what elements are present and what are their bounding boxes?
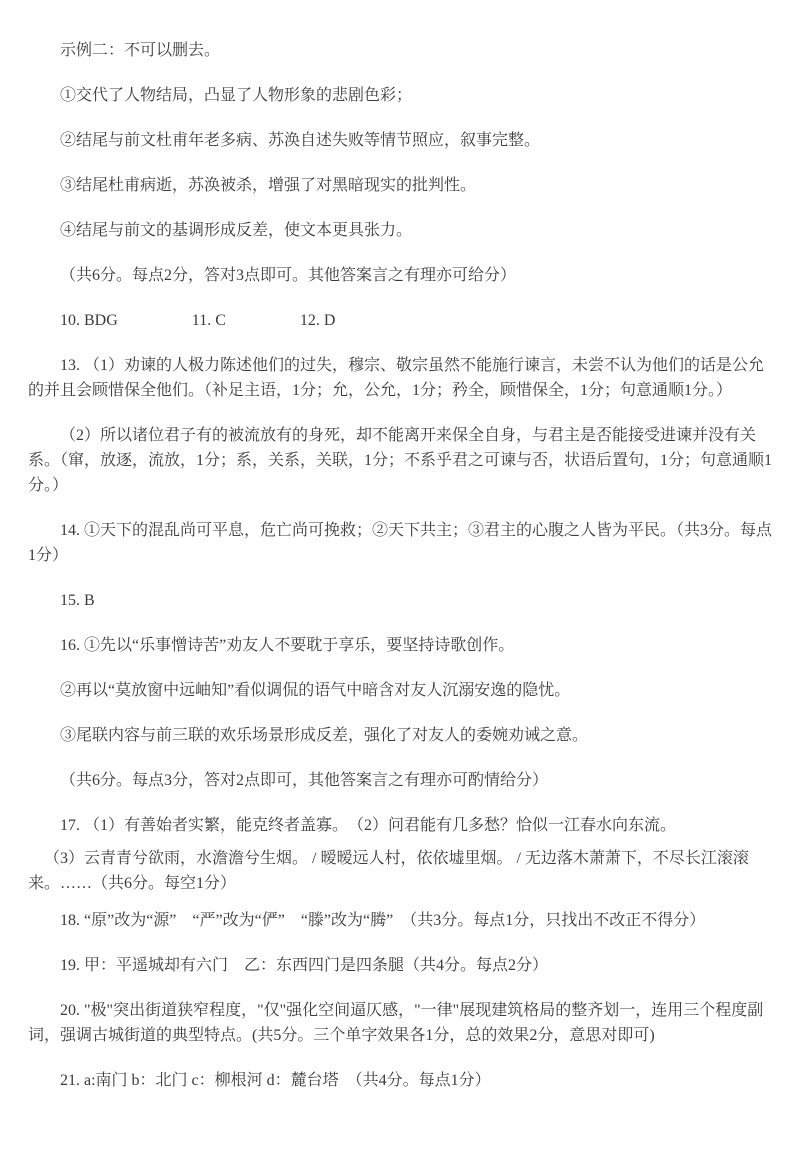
answer-q11: 11. C <box>191 312 226 329</box>
para-q19: 19. 甲：平遥城却有六门 乙：东西四门是四条腿（共4分。每点2分） <box>60 957 549 974</box>
para-scoring-note-q9: （共6分。每点2分，答对3点即可。其他答案言之有理亦可给分） <box>60 267 517 284</box>
para-q13-2: （2）所以诸位君子有的被流放有的身死，却不能离开来保全自身，与君主是否能接受进谏并没有关系。（窜，放逐，流放，1分；系，关系，关联，1分；不系乎君之可谏与否，状语后置句，1分；句意通顺1分。） <box>28 427 773 494</box>
para-q16-point-1: 16. ①先以“乐事憎诗苦”劝友人不要耽于享乐，要坚持诗歌创作。 <box>60 637 515 654</box>
para-q21: 21. a:南门 b：北门 c：柳根河 d：麓台塔 （共4分。每点1分） <box>60 1072 491 1089</box>
para-scoring-note-q16: （共6分。每点3分，答对2点即可，其他答案言之有理亦可酌情给分） <box>60 772 549 789</box>
para-q17-1-2: 17. （1）有善始者实繁，能克终者盖寡。 （2）问君能有几多愁？恰似一江春水向东流。 <box>60 817 677 834</box>
para-q14: 14. ①天下的混乱尚可平息，危亡尚可挽救；②天下共主；③君主的心腹之人皆为平民。（共3分。每点1分） <box>28 522 773 564</box>
answer-q10: 10. BDG <box>60 312 118 329</box>
para-q15: 15. B <box>60 592 95 609</box>
para-point-4: ④结尾与前文的基调形成反差，使文本更具张力。 <box>60 222 413 239</box>
para-q16-point-3: ③尾联内容与前三联的欢乐场景形成反差，强化了对友人的委婉劝诫之意。 <box>60 727 589 744</box>
para-q20: 20. "极"突出街道狭窄程度，"仅"强化空间逼仄感，"一律"展现建筑格局的整齐划一，连用三个程度副词，强调古城街道的典型特点。(共5分。三个单字效果各1分，总的效果2分，意思对即可) <box>28 1002 764 1044</box>
para-q16-point-2: ②再以“莫放窗中远岫知”看似调侃的语气中暗含对友人沉溺安逸的隐忧。 <box>60 682 571 699</box>
para-q10-q12-answers <box>28 308 774 333</box>
answer-q12: 12. D <box>299 312 336 329</box>
para-point-2: ②结尾与前文杜甫年老多病、苏涣自述失败等情节照应，叙事完整。 <box>60 132 541 149</box>
para-example-2: 示例二：不可以删去。 <box>60 42 221 59</box>
para-q18: 18. “原”改为“源” “严”改为“俨” “滕”改为“腾” （共3分。每点1分，只找出不改正不得分） <box>60 912 706 929</box>
para-q17-3: （3）云青青兮欲雨，水澹澹兮生烟。 / 暧暧远人村，依依墟里烟。 / 无边落木萧萧下，不尽长江滚滚来。……（共6分。每空1分） <box>28 850 749 892</box>
para-point-3: ③结尾杜甫病逝，苏涣被杀，增强了对黑暗现实的批判性。 <box>60 177 477 194</box>
para-q13-1: 13. （1）劝谏的人极力陈述他们的过失，穆宗、敬宗虽然不能施行谏言，未尝不认为他们的话是公允的并且会顾惜保全他们。（补足主语，1分；允，公允，1分；矜全，顾惜保全，1分；句意通顺1分。） <box>28 357 765 399</box>
para-point-1: ①交代了人物结局，凸显了人物形象的悲剧色彩； <box>60 87 413 104</box>
